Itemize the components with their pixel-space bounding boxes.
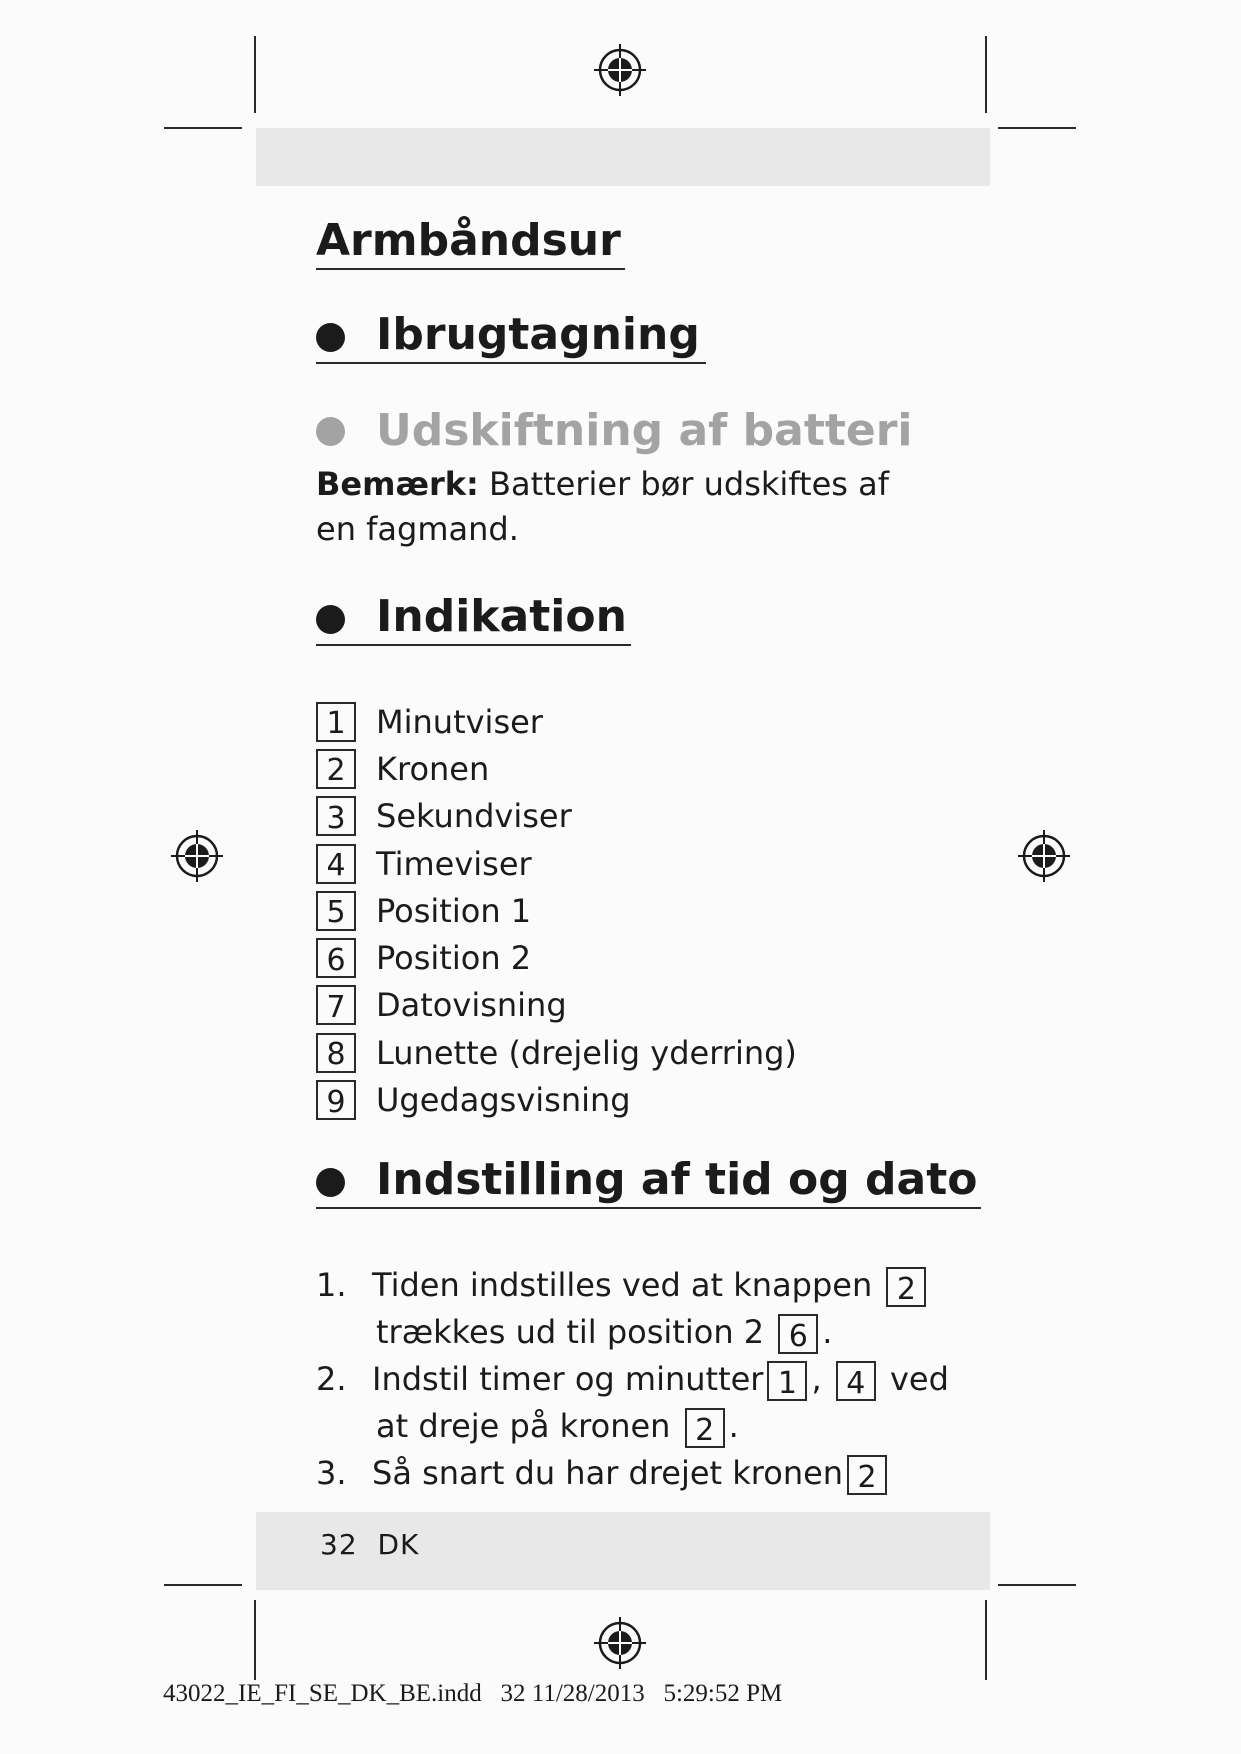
list-item [316,887,797,934]
step-number: 1. [316,1266,347,1304]
page-title: Armbåndsur [316,218,625,270]
item-number-box: 9 [316,1080,356,1120]
item-label: Kronen [376,749,490,788]
step-2 [316,1356,949,1450]
ref-box: 2 [685,1408,725,1448]
registration-mark-icon [169,828,225,884]
step-text: trækkes ud til position 2 [376,1313,765,1351]
item-label: Timeviser [376,844,532,883]
registration-mark-icon [592,42,648,98]
crop-mark-top-right-vertical [985,36,987,113]
subsection-heading-udskiftning: Udskiftning af batteri [376,405,913,456]
indikation-list [316,698,797,1124]
step-text: at dreje på kronen [376,1407,671,1445]
ref-box: 1 [767,1361,807,1401]
item-label: Sekundviser [376,797,572,836]
item-label: Ugedagsvisning [376,1081,631,1120]
crop-mark-top-left-horizontal [164,127,242,129]
item-label: Position 2 [376,939,532,978]
item-label: Lunette (drejelig yderring) [376,1033,797,1072]
note-text: Batterier bør udskiftes af en fagmand. [316,465,889,548]
item-number-box: 4 [316,844,356,884]
step-3 [316,1450,949,1497]
crop-mark-bottom-left-horizontal [164,1584,242,1586]
section-heading-ibrugtagning: Ibrugtagning [316,312,706,364]
steps-list [316,1262,949,1497]
step-number: 3. [316,1454,347,1492]
crop-mark-bottom-right-horizontal [998,1584,1076,1586]
list-item [316,934,797,981]
step-text: Indstil timer og minutter [372,1360,764,1398]
page-footer [320,1528,419,1561]
step-number: 2. [316,1360,347,1398]
step-text: Så snart du har drejet kronen [372,1454,844,1492]
item-label: Position 1 [376,891,532,930]
item-label: Minutviser [376,702,543,741]
ref-box: 4 [836,1361,876,1401]
subsection-bullet-icon [316,417,345,446]
list-item [316,1029,797,1076]
item-number-box: 6 [316,938,356,978]
item-number-box: 8 [316,1033,356,1073]
registration-mark-icon [592,1615,648,1671]
item-label: Datovisning [376,986,567,1025]
registration-mark-icon [1016,828,1072,884]
item-number-box: 5 [316,891,356,931]
battery-note [316,462,916,552]
item-number-box: 1 [316,702,356,742]
ref-box: 2 [886,1267,926,1307]
item-number-box: 7 [316,985,356,1025]
list-item [316,793,797,840]
ref-box: 2 [847,1455,887,1495]
crop-mark-top-left-vertical [254,36,256,113]
print-slug: 43022_IE_FI_SE_DK_BE.indd 32 11/28/2013 5:29:52 PM [163,1680,783,1707]
step-punct: . [822,1313,833,1351]
list-item [316,982,797,1029]
step-text: Tiden indstilles ved at knappen [372,1266,873,1304]
language-code: DK [377,1528,420,1561]
note-label: Bemærk: [316,465,479,503]
page-number: 32 [320,1528,358,1561]
list-item [316,698,797,745]
step-punct: , [811,1360,822,1398]
crop-mark-bottom-right-vertical [985,1600,987,1680]
step-text: ved [889,1360,949,1398]
ref-box: 6 [778,1314,818,1354]
list-item [316,840,797,887]
list-item [316,1076,797,1123]
step-1 [316,1262,949,1356]
step-punct: . [728,1407,739,1445]
crop-mark-bottom-left-vertical [254,1600,256,1680]
item-number-box: 2 [316,749,356,789]
section-heading-indstilling: Indstilling af tid og dato [316,1157,981,1209]
section-heading-indikation: Indikation [316,594,631,646]
item-number-box: 3 [316,796,356,836]
list-item [316,745,797,792]
crop-mark-top-right-horizontal [998,127,1076,129]
header-band [256,128,990,186]
